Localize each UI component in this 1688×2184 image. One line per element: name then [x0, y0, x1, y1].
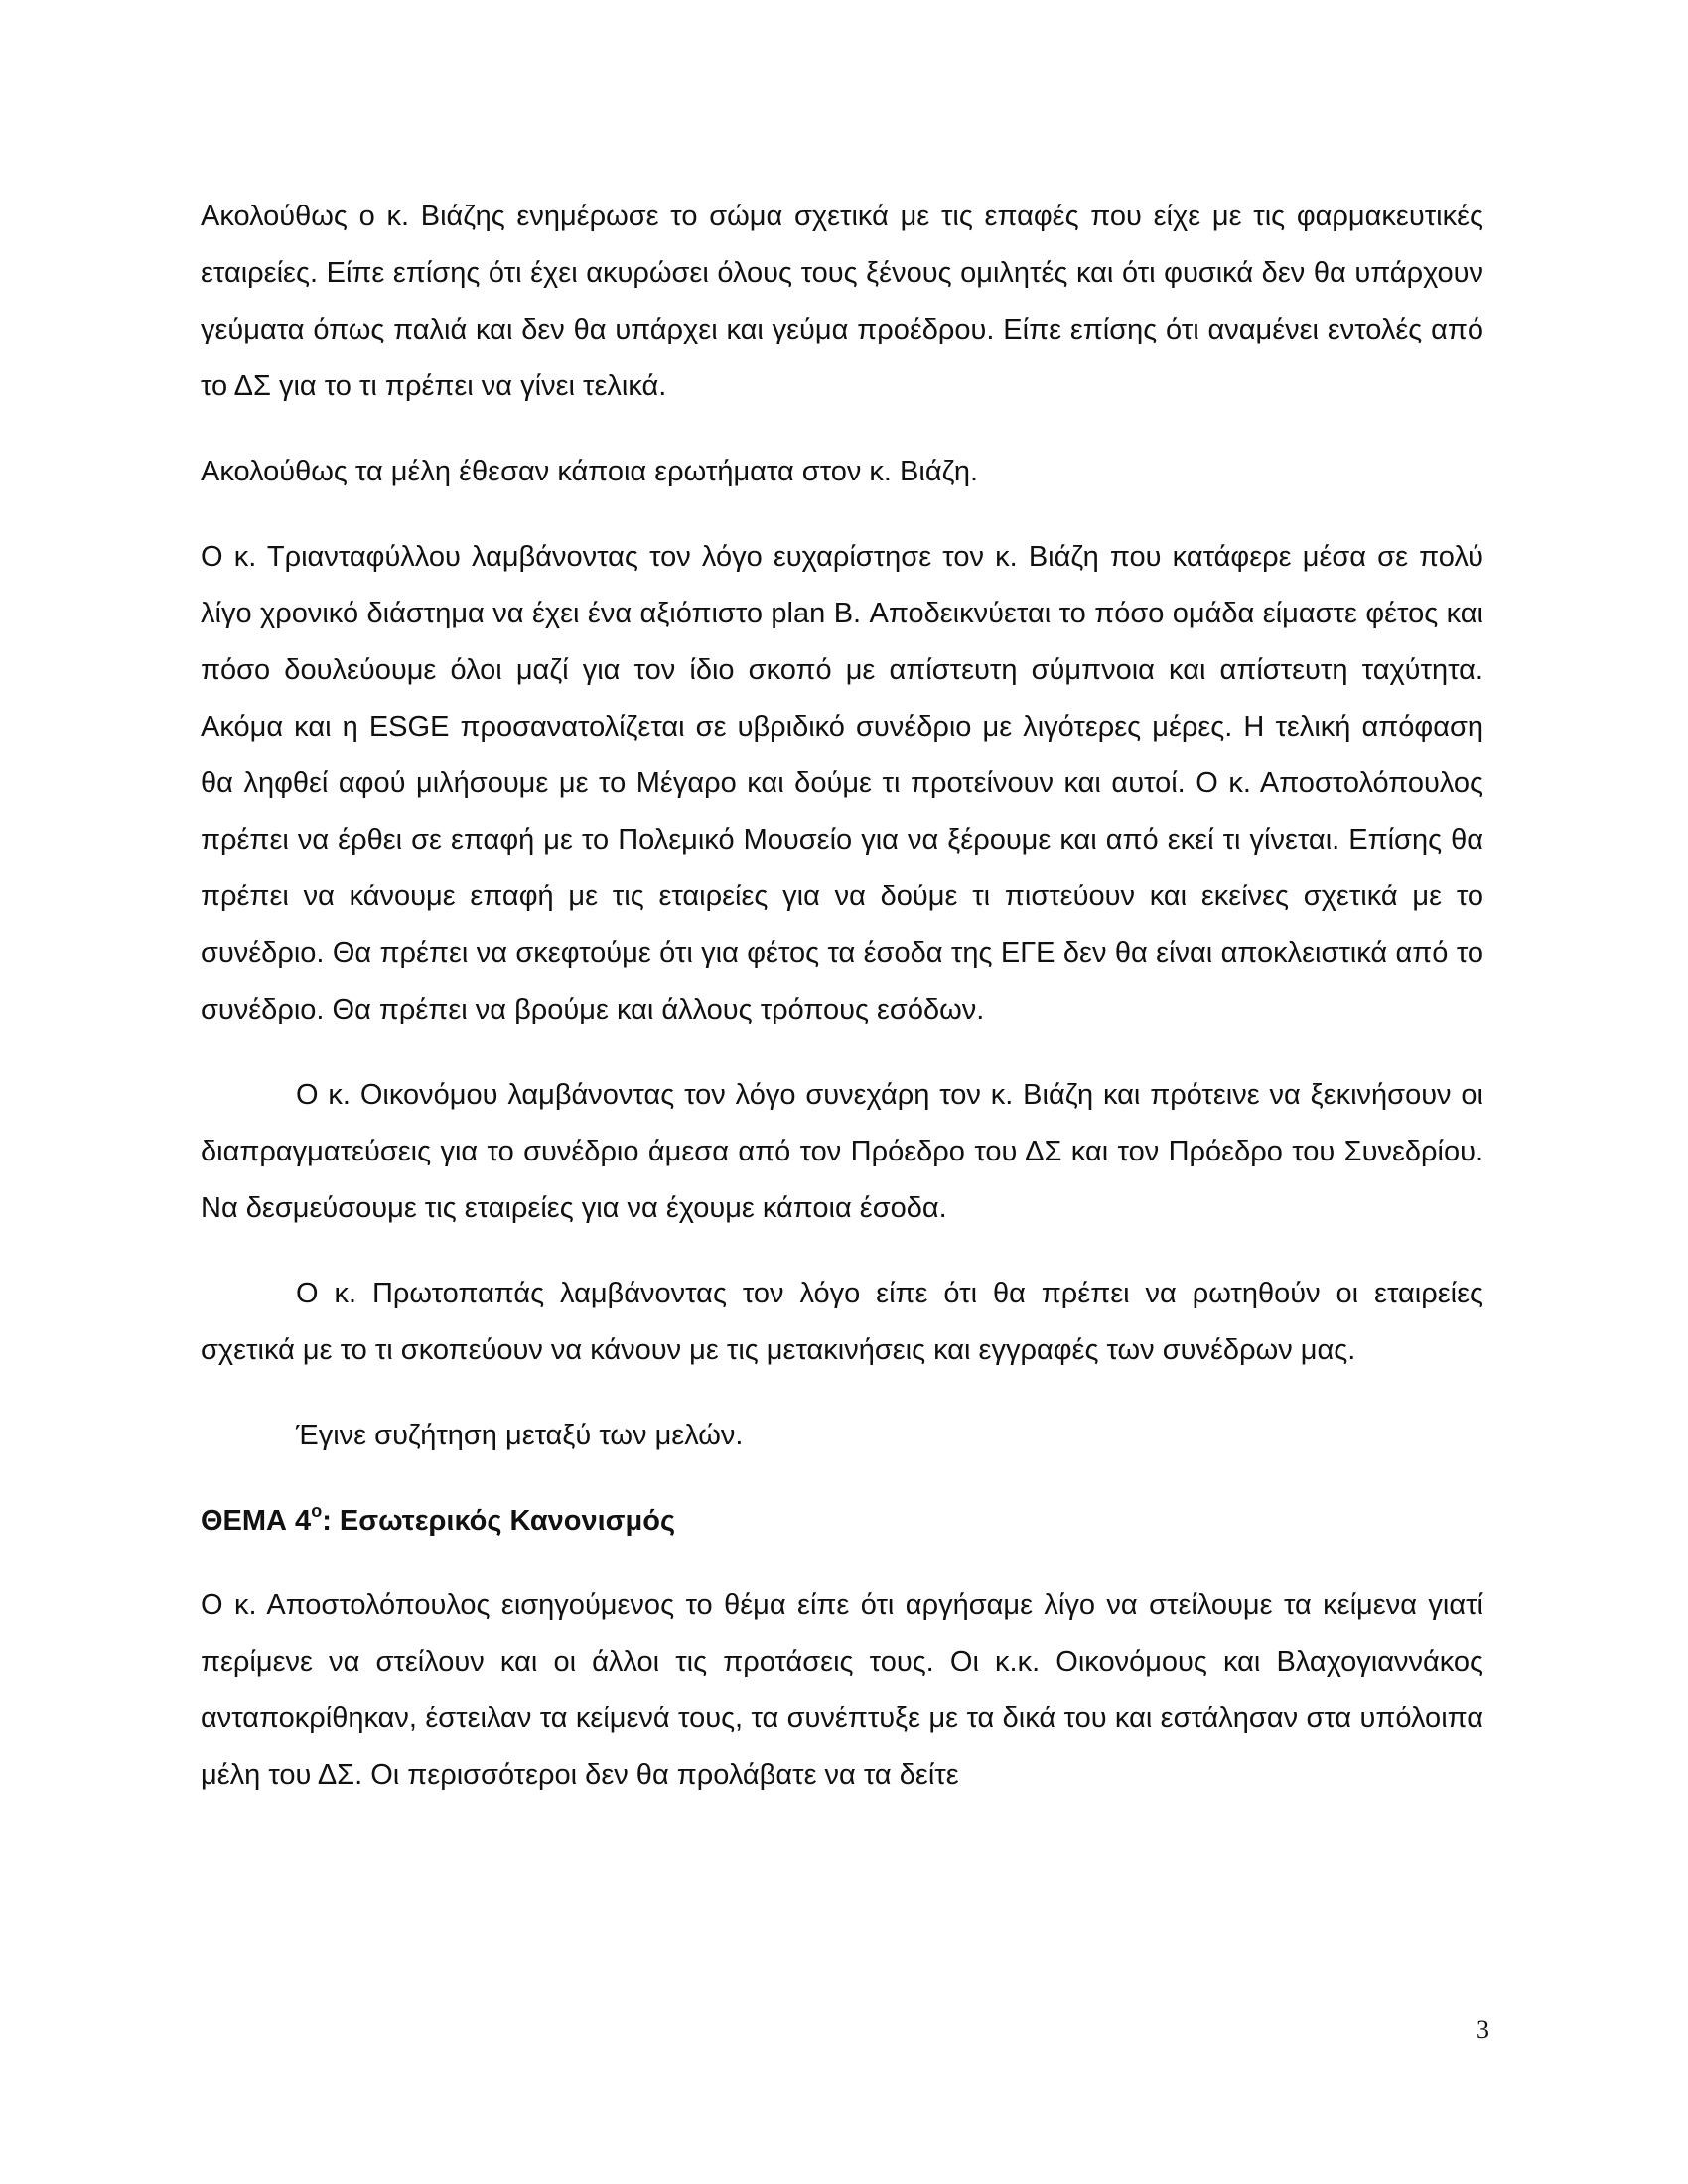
section-heading [201, 1493, 1483, 1550]
heading-prefix: ΘΕΜΑ 4 [201, 1505, 312, 1537]
document-page [201, 189, 1483, 1833]
heading-superscript: ο [311, 1501, 323, 1522]
paragraph-members-questions: Ακολούθως τα μέλη έθεσαν κάποια ερωτήματα στον κ. Βιάζη. [201, 456, 979, 487]
page-number: 3 [1477, 2015, 1489, 2044]
paragraph-apostolopoulos: Ο κ. Αποστολόπουλος εισηγούμενος το θέμα είπε ότι αργήσαμε λίγο να στείλουμε τα κείμενα γιατί περίμενε να στείλουν και οι άλλοι τις προτάσεις τους. Οι κ.κ. Οικονόμους και Βλαχογιαννάκος ανταποκρίθηκαν, έστειλαν τα κείμενά τους, τα συνέπτυξε με τα δικά του και εστάλησαν στα υπόλοιπα μέλη του ΔΣ. Οι περισσότεροι δεν θα προλάβατε να τα δείτε [201, 1589, 1483, 1791]
heading-title: : Εσωτερικός Κανονισμός [322, 1505, 676, 1537]
paragraph-viazis-update: Ακολούθως ο κ. Βιάζης ενημέρωσε το σώμα σχετικά με τις επαφές που είχε με τις φαρμακευτικές εταιρείες. Είπε επίσης ότι έχει ακυρώσει όλους τους ξένους ομιλητές και ότι φυσικά δεν θα υπάρχουν γεύματα όπως παλιά και δεν θα υπάρχει και γεύμα προέδρου. Είπε επίσης ότι αναμένει εντολές από το ΔΣ για το τι πρέπει να γίνει τελικά. [201, 201, 1483, 402]
paragraph-protopapas: Ο κ. Πρωτοπαπάς λαμβάνοντας τον λόγο είπε ότι θα πρέπει να ρωτηθούν οι εταιρείες σχετικά με το τι σκοπεύουν να κάνουν με τις μετακινήσεις και εγγραφές των συνέδρων μας. [201, 1278, 1483, 1366]
paragraph-oikonomou: Ο κ. Οικονόμου λαμβάνοντας τον λόγο συνεχάρη τον κ. Βιάζη και πρότεινε να ξεκινήσουν οι διαπραγματεύσεις για το συνέδριο άμεσα από τον Πρόεδρο του ΔΣ και τον Πρόεδρο του Συνεδρίου. Να δεσμεύσουμε τις εταιρείες για να έχουμε κάποια έσοδα. [201, 1079, 1483, 1224]
paragraph-triantafyllou: Ο κ. Τριανταφύλλου λαμβάνοντας τον λόγο ευχαρίστησε τον κ. Βιάζη που κατάφερε μέσα σε πολύ λίγο χρονικό διάστημα να έχει ένα αξιόπιστο plan B. Αποδεικνύεται το πόσο ομάδα είμαστε φέτος και πόσο δουλεύουμε όλοι μαζί για τον ίδιο σκοπό με απίστευτη σύμπνοια και απίστευτη ταχύτητα. Ακόμα και η ESGE προσανατολίζεται σε υβριδικό συνέδριο με λιγότερες μέρες. Η τελική απόφαση θα ληφθεί αφού μιλήσουμε με το Μέγαρο και δούμε τι προτείνουν και αυτοί. Ο κ. Αποστολόπουλος πρέπει να έρθει σε επαφή με το Πολεμικό Μουσείο για να ξέρουμε και από εκεί τι γίνεται. Επίσης θα πρέπει να κάνουμε επαφή με τις εταιρείες για να δούμε τι πιστεύουν και εκείνες σχετικά με το συνέδριο. Θα πρέπει να σκεφτούμε ότι για φέτος τα έσοδα της ΕΓΕ δεν θα είναι αποκλειστικά από το συνέδριο. Θα πρέπει να βρούμε και άλλους τρόπους εσόδων. [201, 541, 1483, 1025]
paragraph-discussion: Έγινε συζήτηση μεταξύ των μελών. [296, 1420, 744, 1451]
